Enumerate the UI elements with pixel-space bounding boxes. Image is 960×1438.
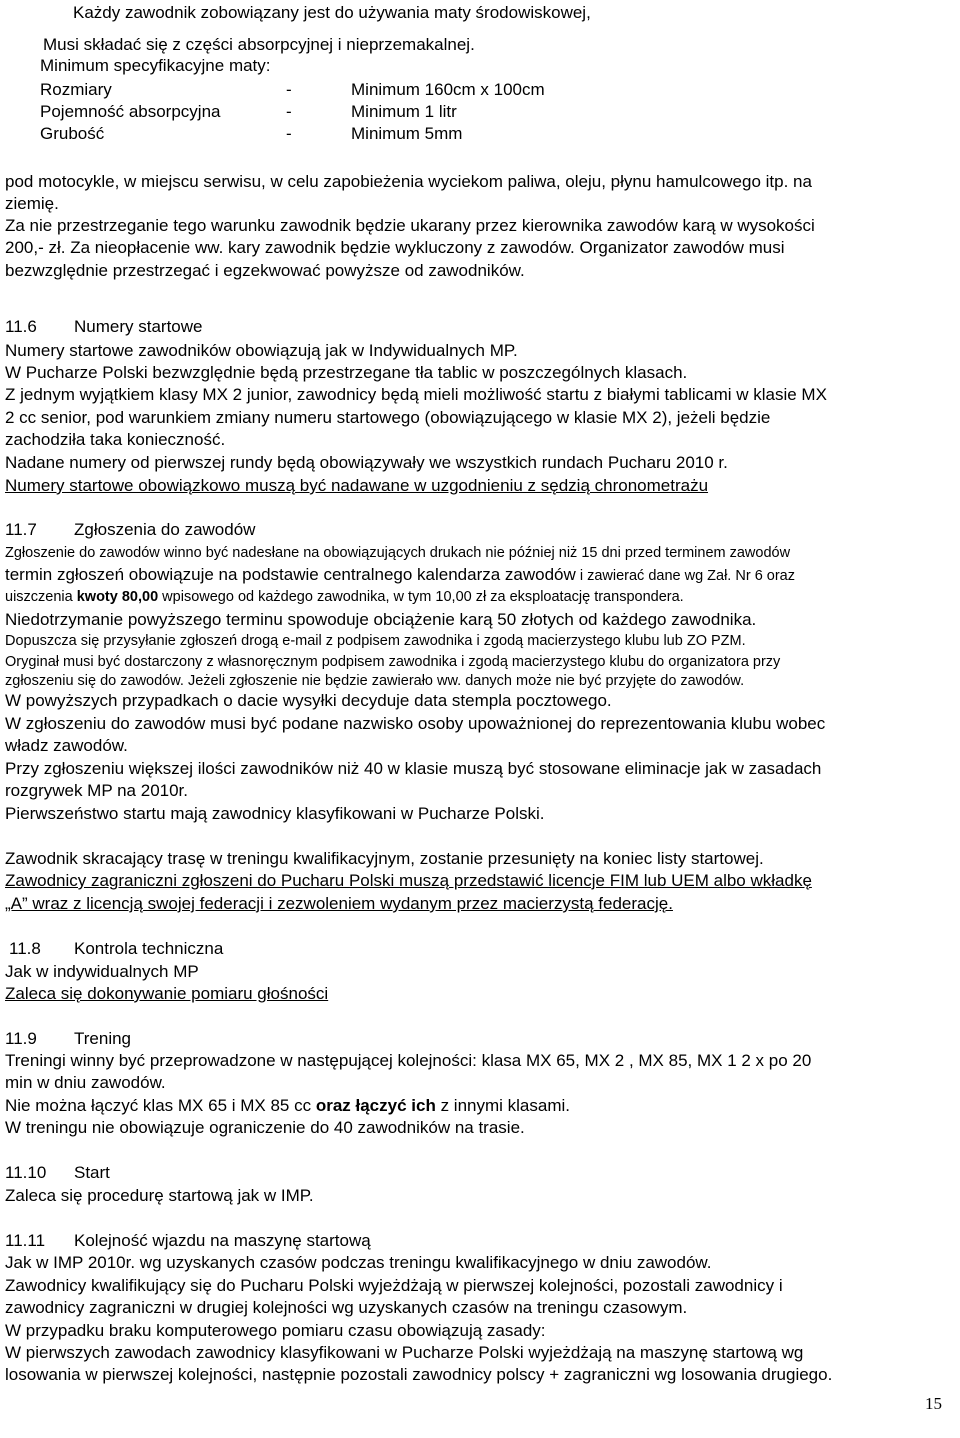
s117-line-part: i zawierać dane wg Zał. Nr 6 oraz [575, 568, 795, 584]
s117-line: zgłoszeniu się do zawodów. Jeżeli zgłoszenie nie będzie zawierało ww. danych może nie być przyjęte do zawodów. [5, 673, 745, 689]
section-number: 11.11 [5, 1231, 46, 1250]
intro-paragraph-line: 200,- zł. Za nieopłacenie ww. kary zawodnik będzie wykluczony z zawodów. Organizator zawodów musi [5, 238, 785, 257]
s116-line: W Pucharze Polski bezwzględnie będą przestrzegane tła tablic w poszczególnych klasach. [5, 363, 688, 382]
section-title: Zgłoszenia do zawodów [74, 520, 256, 539]
mat-spec-heading: Minimum specyfikacyjne maty: [40, 56, 271, 75]
s117-line: W powyższych przypadkach o dacie wysyłki decyduje data stempla pocztowego. [5, 691, 612, 710]
intro-paragraph-line: Za nie przestrzeganie tego warunku zawodnik będzie ukarany przez kierownika zawodów karą w wysokości [5, 216, 815, 235]
s117-line: Zawodnik skracający trasę w treningu kwalifikacyjnym, zostanie przesunięty na koniec listy startowej. [5, 849, 764, 868]
section-title: Numery startowe [74, 317, 203, 336]
s117-line-part: termin zgłoszeń obowiązuje na podstawie centralnego kalendarza zawodów [5, 565, 576, 584]
section-number: 11.7 [5, 520, 37, 539]
intro-line-2: Musi składać się z części absorpcyjnej i nieprzemakalnej. [43, 35, 475, 54]
s118-line: Jak w indywidualnych MP [5, 962, 199, 981]
section-title: Start [74, 1163, 110, 1182]
section-heading-11-7 [5, 520, 405, 542]
mat-spec-dash: - [286, 102, 292, 121]
section-heading-11-11 [5, 1231, 505, 1253]
section-heading-11-9 [5, 1029, 405, 1051]
mat-spec-row [40, 124, 600, 146]
s1111-line: Jak w IMP 2010r. wg uzyskanych czasów podczas treningu kwalifikacyjnego w dniu zawodów. [5, 1253, 712, 1272]
s117-line-part: wpisowego od każdego zawodnika, w tym 10,00 zł za eksploatację transpondera. [158, 589, 684, 605]
section-number: 11.8 [9, 939, 41, 958]
intro-paragraph-line: pod motocykle, w miejscu serwisu, w celu zapobieżenia wyciekom paliwa, oleju, płynu hamulcowego itp. na [5, 172, 812, 191]
s119-line: min w dniu zawodów. [5, 1073, 166, 1092]
section-title: Kontrola techniczna [74, 939, 224, 958]
s119-line: Treningi winny być przeprowadzone w następującej kolejności: klasa MX 65, MX 2 , MX 85, MX 1 2 x po 20 [5, 1051, 812, 1070]
s117-line [5, 565, 795, 586]
s116-line: zachodziła taka konieczność. [5, 430, 226, 449]
section-number: 11.6 [5, 317, 37, 336]
section-heading-11-8 [9, 939, 409, 961]
s1111-line: W przypadku braku komputerowego pomiaru czasu obowiązują zasady: [5, 1321, 546, 1340]
mat-spec-value: Minimum 160cm x 100cm [351, 80, 545, 99]
section-title: Trening [74, 1029, 132, 1048]
s117-line-part: uiszczenia [5, 589, 77, 605]
mat-spec-value: Minimum 1 litr [351, 102, 457, 121]
intro-paragraph-line: bezwzględnie przestrzegać i egzekwować powyższe od zawodników. [5, 261, 525, 280]
s117-line: Dopuszcza się przysyłanie zgłoszeń drogą e-mail z podpisem zawodnika i zgodą macierzystego klubu lub ZO PZM. [5, 633, 746, 649]
s117-line: Pierwszeństwo startu mają zawodnicy klasyfikowani w Pucharze Polski. [5, 804, 545, 823]
s1111-line: losowania w pierwszej kolejności, następnie pozostali zawodnicy polscy + zagraniczni wg losowania drugiego. [5, 1365, 833, 1384]
mat-spec-name: Grubość [40, 124, 105, 143]
s118-line-underlined: Zaleca się dokonywanie pomiaru głośności [5, 984, 329, 1003]
s117-line: rozgrywek MP na 2010r. [5, 781, 188, 800]
s119-line [5, 1096, 570, 1116]
fee-amount: kwoty 80,00 [76, 589, 159, 605]
s117-line: Zgłoszenie do zawodów winno być nadesłane na obowiązujących drukach nie później niż 15 dni przed terminem zawodów [5, 545, 791, 561]
s117-line [5, 587, 684, 607]
mat-spec-row [40, 80, 600, 102]
s116-line: Numery startowe zawodników obowiązują jak w Indywidualnych MP. [5, 341, 518, 360]
section-heading-11-6 [5, 317, 405, 339]
intro-line-1: Każdy zawodnik zobowiązany jest do używania maty środowiskowej, [73, 3, 591, 22]
s1111-line: Zawodnicy kwalifikujący się do Pucharu Polski wyjeżdżają w pierwszej kolejności, pozostali zawodnicy i [5, 1276, 783, 1295]
s116-line: 2 cc senior, pod warunkiem zmiany numeru startowego (obowiązującego w klasie MX 2), jeżeli będzie [5, 408, 771, 427]
s117-line-underlined: Zawodnicy zagraniczni zgłoszeni do Pucharu Polski muszą przedstawić licencje FIM lub UEM albo wkładkę [5, 871, 812, 890]
mat-spec-row [40, 102, 600, 124]
s117-line-underlined: „A” wraz z licencją swojej federacji i zezwoleniem wydanym przez macierzystą federację. [5, 894, 673, 913]
s117-line: W zgłoszeniu do zawodów musi być podane nazwisko osoby upoważnionej do reprezentowania klubu wobec [5, 714, 826, 733]
s116-line: Nadane numery od pierwszej rundy będą obowiązywały we wszystkich rundach Pucharu 2010 r. [5, 453, 728, 472]
s119-line-part: z innymi klasami. [435, 1096, 570, 1115]
page-number: 15 [925, 1394, 942, 1413]
intro-paragraph-line: ziemię. [5, 194, 59, 213]
section-title: Kolejność wjazdu na maszynę startową [74, 1231, 371, 1250]
mat-spec-dash: - [286, 80, 292, 99]
section-number: 11.9 [5, 1029, 37, 1048]
s119-line: W treningu nie obowiązuje ograniczenie do 40 zawodników na trasie. [5, 1118, 525, 1137]
s117-line: władz zawodów. [5, 736, 128, 755]
s116-line: Z jednym wyjątkiem klasy MX 2 junior, zawodnicy będą mieli możliwość startu z białymi tablicami w klasie MX [5, 385, 827, 404]
s117-line: Niedotrzymanie powyższego terminu spowoduje obciążenie karą 50 złotych od każdego zawodnika. [5, 610, 757, 629]
s119-bold-phrase: oraz łączyć ich [315, 1096, 436, 1115]
mat-spec-name: Pojemność absorpcyjna [40, 102, 221, 121]
s117-line: Oryginał musi być dostarczony z własnoręcznym podpisem zawodnika i zgodą macierzystego klubu do organizatora przy [5, 654, 781, 670]
s119-line-part: Nie można łączyć klas MX 65 i MX 85 cc [5, 1096, 316, 1115]
s1110-line: Zaleca się procedurę startową jak w IMP. [5, 1186, 314, 1205]
s1111-line: zawodnicy zagraniczni w drugiej kolejności wg uzyskanych czasów na treningu czasowym. [5, 1298, 688, 1317]
s116-line-underlined: Numery startowe obowiązkowo muszą być nadawane w uzgodnieniu z sędzią chronometrażu [5, 476, 709, 495]
s1111-line: W pierwszych zawodach zawodnicy klasyfikowani w Pucharze Polski wyjeżdżają na maszynę startową wg [5, 1343, 804, 1362]
section-number: 11.10 [5, 1163, 47, 1182]
mat-spec-value: Minimum 5mm [351, 124, 463, 143]
mat-spec-name: Rozmiary [40, 80, 112, 99]
section-heading-11-10 [5, 1163, 405, 1185]
mat-spec-dash: - [286, 124, 292, 143]
s117-line: Przy zgłoszeniu większej ilości zawodników niż 40 w klasie muszą być stosowane eliminacje jak w zasadach [5, 759, 822, 778]
